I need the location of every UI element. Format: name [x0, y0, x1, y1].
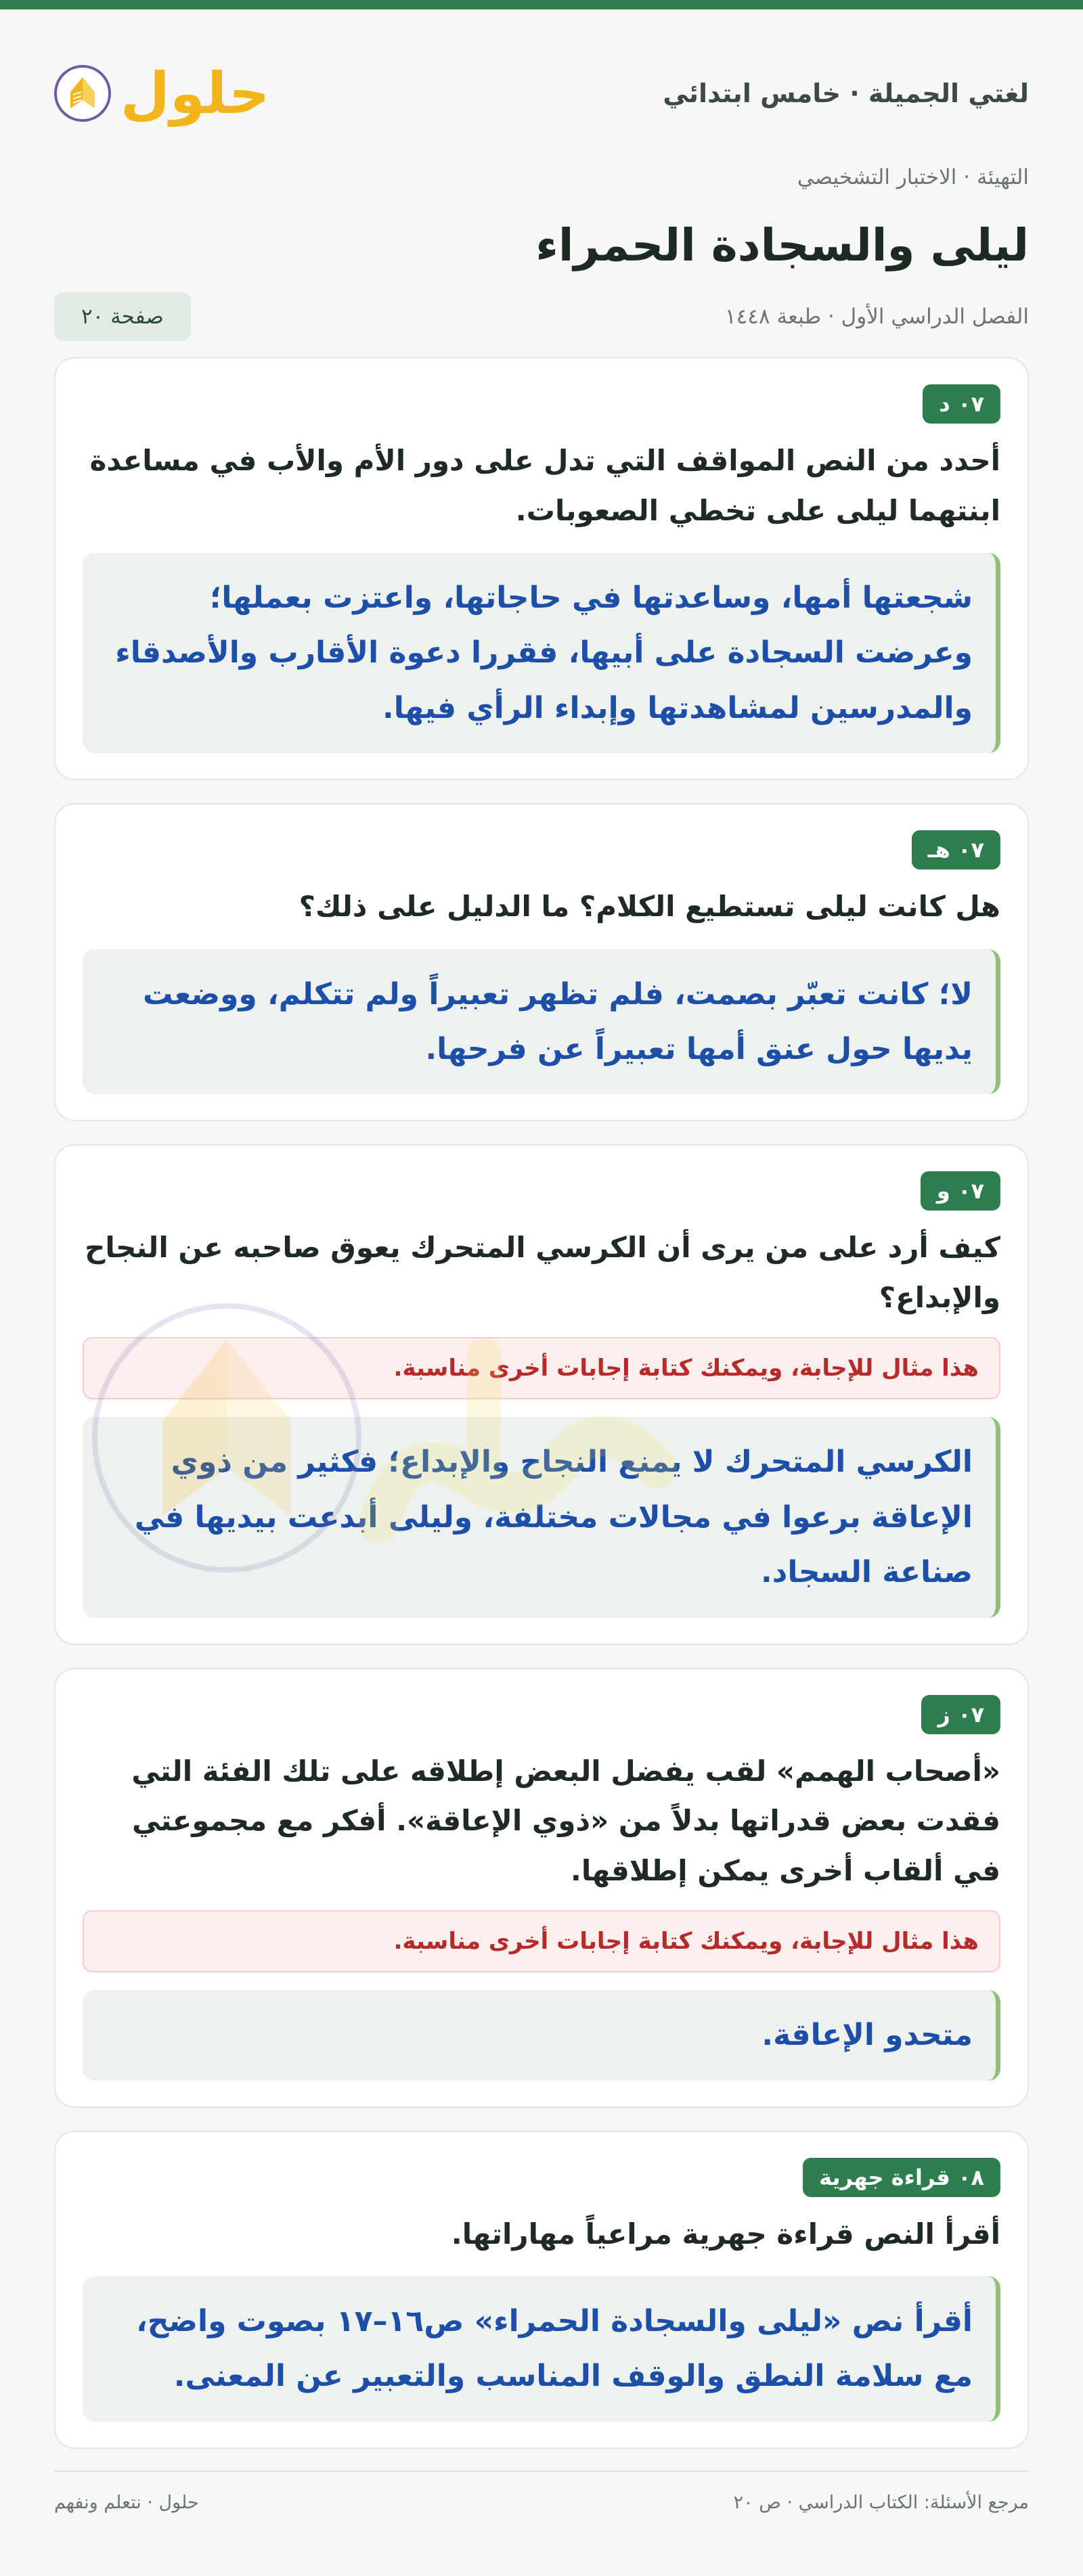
logo[interactable] [54, 60, 270, 127]
footer-brand: حلول · نتعلم ونفهم [54, 2491, 199, 2513]
question-number-badge: ٠٧ هـ [912, 830, 1000, 869]
question-card [54, 803, 1029, 1121]
question-card [54, 2131, 1029, 2449]
sample-answer-note: هذا مثال للإجابة، ويمكنك كتابة إجابات أخرى مناسبة. [83, 1337, 1000, 1399]
top-accent-bar [0, 0, 1083, 9]
meta-row [54, 283, 1029, 351]
book-icon [54, 65, 111, 122]
footer [54, 2470, 1029, 2513]
page-container [54, 9, 1029, 2513]
breadcrumb[interactable]: التهيئة · الاختبار التشخيصي [797, 165, 1029, 189]
question-card [54, 1668, 1029, 2108]
question-card [54, 357, 1029, 780]
footer-reference: مرجع الأسئلة: الكتاب الدراسي · ص ٢٠ [733, 2491, 1029, 2513]
question-card [54, 1144, 1029, 1644]
question-text: كيف أرد على من يرى أن الكرسي المتحرك يعوق صاحبه عن النجاح والإبداع؟ [85, 1231, 1000, 1314]
answer-box: الكرسي المتحرك لا يمنع النجاح والإبداع؛ فكثير من ذوي الإعاقة برعوا في مجالات مختلفة، وليلى أبدعت بيديها في صناعة السجاد. [83, 1417, 1000, 1617]
answer-box: لا؛ كانت تعبّر بصمت، فلم تظهر تعبيراً ولم تتكلم، ووضعت يديها حول عنق أمها تعبيراً عن فرحها. [83, 949, 1000, 1095]
answer-box: شجعتها أمها، وساعدتها في حاجاتها، واعتزت بعملها؛ وعرضت السجادة على أبيها، فقررا دعوة الأقارب والأصدقاء والمدرسين لمشاهدتها وإبداء الرأي فيها. [83, 553, 1000, 753]
question-number-badge: ٠٧ و [921, 1171, 1000, 1211]
question-number-badge: ٠٨ قراءة جهرية [803, 2158, 1000, 2197]
edition-info: الفصل الدراسي الأول · طبعة ١٤٤٨ [725, 304, 1029, 329]
page-title: ليلى والسجادة الحمراء [535, 219, 1029, 271]
answer-box: أقرأ نص «ليلى والسجادة الحمراء» ص١٦–١٧ بصوت واضح، مع سلامة النطق والوقف المناسب والتعبير عن المعنى. [83, 2276, 1000, 2422]
sample-answer-note: هذا مثال للإجابة، ويمكنك كتابة إجابات أخرى مناسبة. [83, 1910, 1000, 1972]
question-text: أقرأ النص قراءة جهرية مراعياً مهاراتها. [451, 2217, 1000, 2251]
answer-box: متحدو الإعاقة. [83, 1990, 1000, 2080]
logo-text: حلول [120, 60, 270, 127]
header [54, 9, 1029, 165]
question-text: أحدد من النص المواقف التي تدل على دور الأم والأب في مساعدة ابنتهما ليلى على تخطي الصعوبات. [89, 444, 1000, 527]
header-title: لغتي الجميلة · خامس ابتدائي [663, 78, 1029, 108]
page-number-badge: صفحة ٢٠ [54, 292, 191, 341]
question-text: «أصحاب الهمم» لقب يفضل البعض إطلاقه على تلك الفئة التي فقدت بعض قدراتها بدلاً من «ذوي الإعاقة». أفكر مع مجموعتي في ألقاب أخرى يمكن إطلاقها. [131, 1754, 1000, 1887]
question-number-badge: ٠٧ د [923, 384, 1000, 424]
question-list [54, 357, 1029, 2449]
question-text: هل كانت ليلى تستطيع الكلام؟ ما الدليل على ذلك؟ [299, 890, 1000, 924]
question-number-badge: ٠٧ ز [921, 1695, 1000, 1734]
